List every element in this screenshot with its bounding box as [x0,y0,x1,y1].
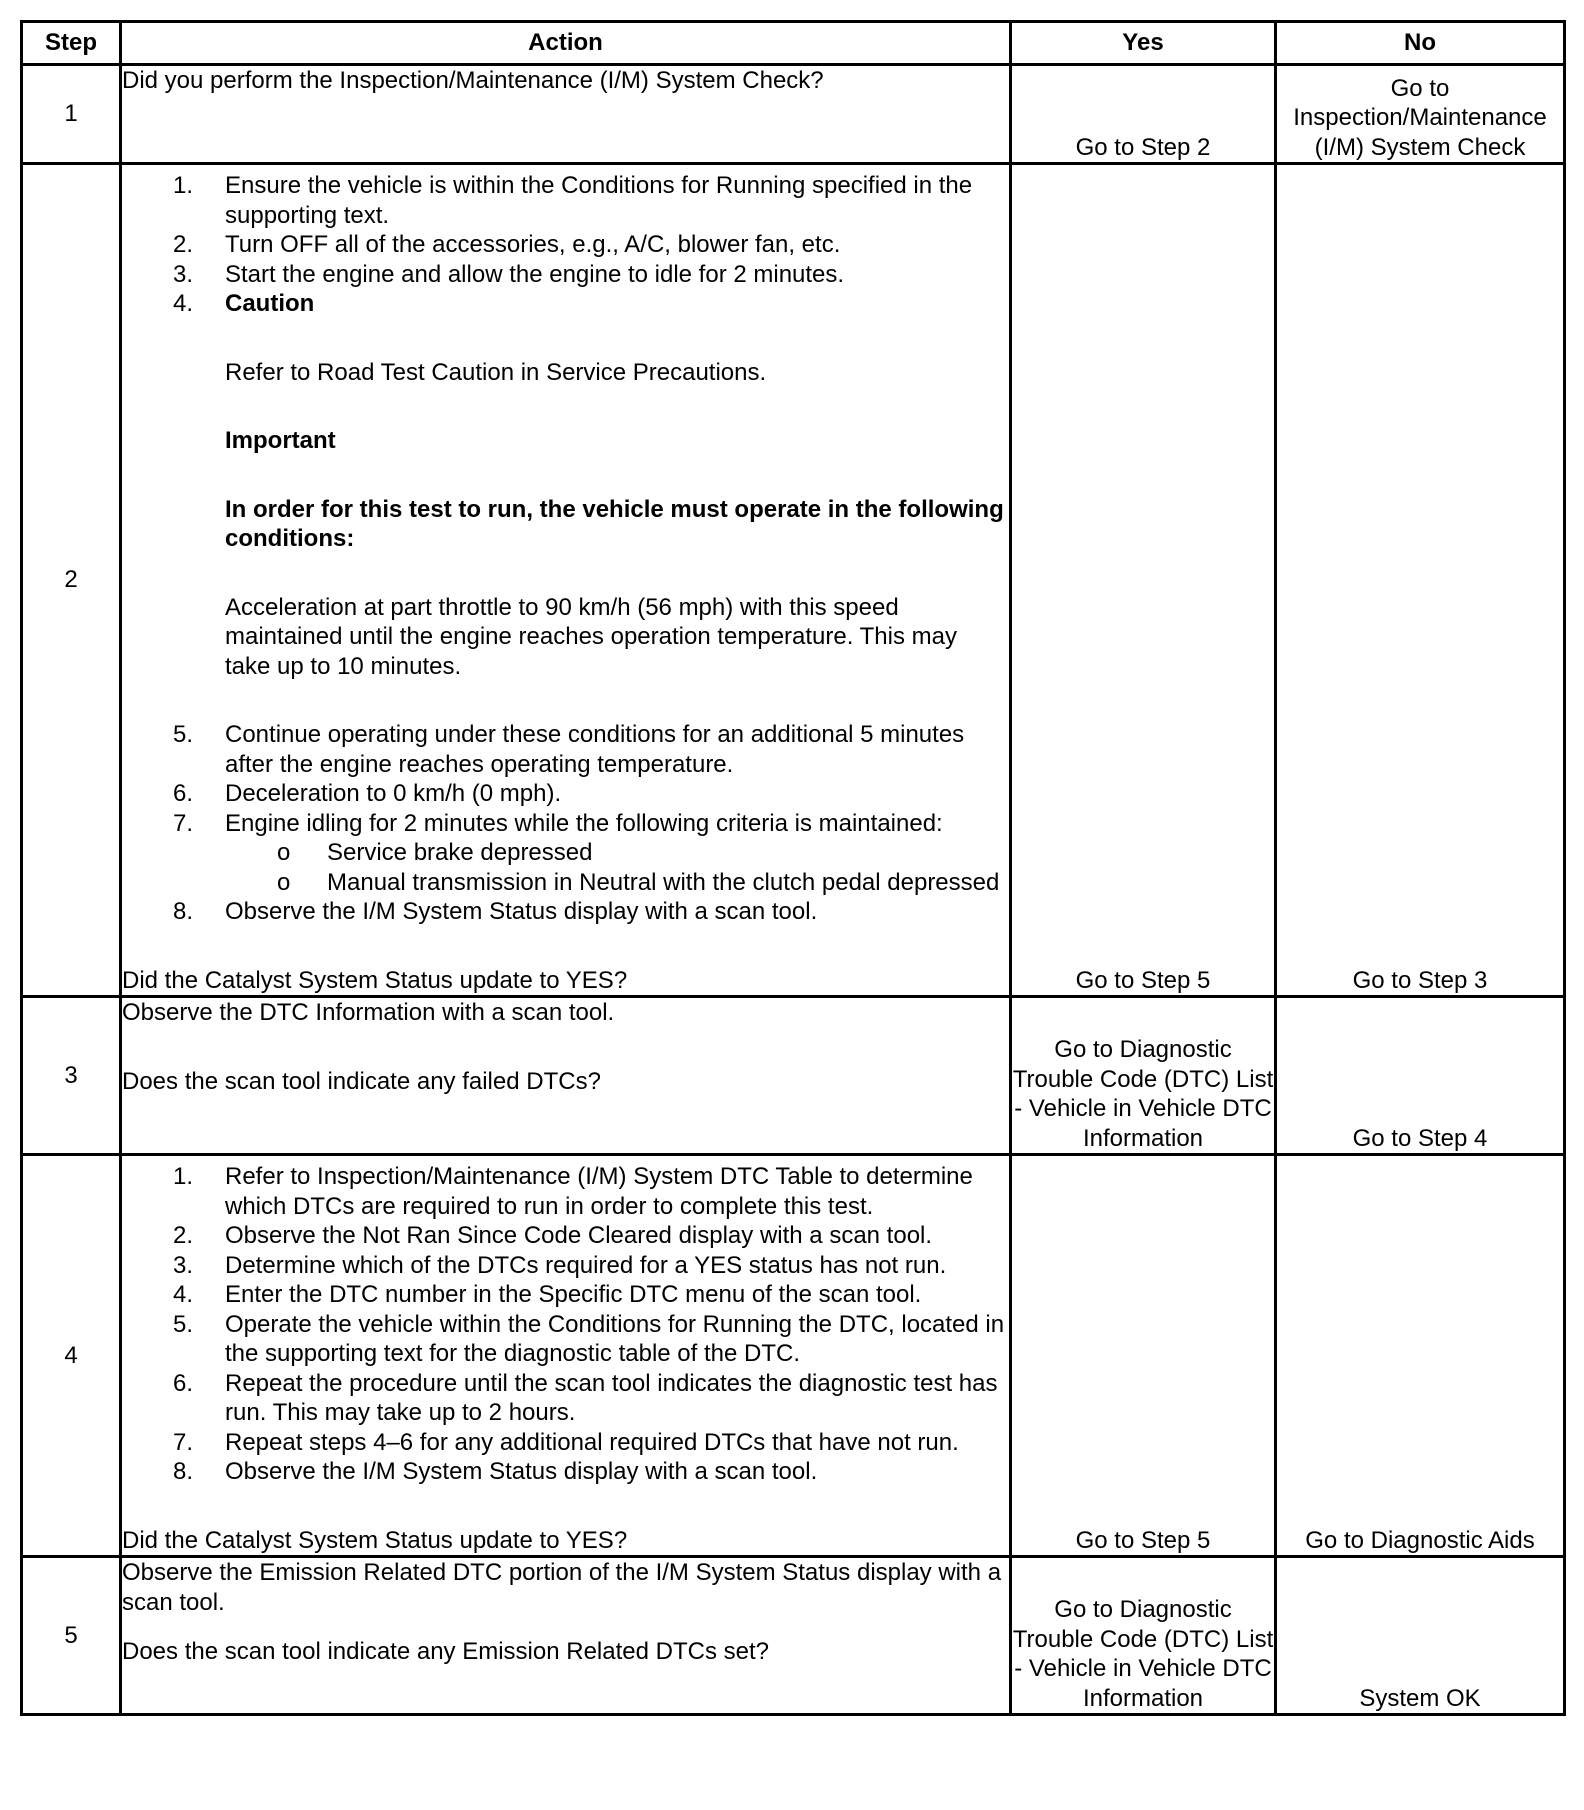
spacer [122,1487,1009,1526]
important-text: In order for this test to run, the vehicle must operate in the following conditions: [225,495,1004,552]
header-action: Action [121,22,1011,65]
item-text: Deceleration to 0 km/h (0 mph). [225,780,562,807]
action-question: Does the scan tool indicate any Emission Related DTCs set? [122,1638,769,1665]
item-text: Observe the I/M System Status display with a scan tool. [225,1458,818,1485]
yes-cell: Go to Diagnostic Trouble Code (DTC) List - Vehicle in Vehicle DTC Information [1011,997,1276,1155]
spacer [122,319,1009,358]
item-number: 5. [173,721,194,748]
step-number: 1 [22,65,121,164]
header-step: Step [22,22,121,65]
procedure-item [122,1280,1009,1310]
spacer [122,1028,1009,1067]
procedure-item [122,289,1009,319]
spacer [122,387,1009,426]
step-number: 3 [22,997,121,1155]
item-number: 3. [173,1251,194,1279]
item-number: 4. [173,1281,194,1308]
step-number: 4 [22,1155,121,1557]
procedure-item [122,171,1009,230]
action-question: Did the Catalyst System Status update to YES? [122,1526,628,1554]
no-cell: Go to Diagnostic Aids [1276,1155,1565,1557]
spacer [122,1617,1009,1637]
action-cell [121,997,1011,1155]
procedure-list [122,897,1009,927]
bullet-item [122,838,1009,868]
item-number: 7. [173,809,194,837]
header-no: No [1276,22,1565,65]
item-text: Start the engine and allow the engine to idle for 2 minutes. [225,260,845,288]
item-number: 2. [173,1222,194,1249]
item-number: 6. [173,1369,194,1397]
item-number: 1. [173,172,194,199]
action-question: Did you perform the Inspection/Maintenance (I/M) System Check? [122,67,824,94]
condition-text: Acceleration at part throttle to 90 km/h (56 mph) with this speed maintained until the engine reaches operation temperature. This may take up to 10 minutes. [225,593,957,680]
procedure-item [122,1428,1009,1458]
diagnostic-table [20,20,1566,1716]
yes-cell: Go to Diagnostic Trouble Code (DTC) List - Vehicle in Vehicle DTC Information [1011,1557,1276,1715]
spacer [122,681,1009,720]
procedure-item [122,1310,1009,1369]
item-text: Engine idling for 2 minutes while the following criteria is maintained: [225,809,943,837]
procedure-item [122,1457,1009,1487]
spacer [122,554,1009,593]
table-row [22,1557,1565,1715]
procedure-list [122,171,1009,319]
bullet-marker: o [277,868,291,896]
table-row [22,164,1565,997]
spacer [122,927,1009,966]
action-cell [121,164,1011,997]
procedure-item [122,230,1009,260]
item-number: 8. [173,898,194,925]
action-cell [121,1155,1011,1557]
caution-label: Caution [225,290,315,317]
yes-cell: Go to Step 5 [1011,164,1276,997]
no-cell: Go to Step 3 [1276,164,1565,997]
procedure-item [122,720,1009,779]
item-number: 4. [173,290,194,317]
item-text: Observe the I/M System Status display with a scan tool. [225,898,818,925]
item-number: 3. [173,260,194,288]
action-cell [121,65,1011,164]
item-text: Operate the vehicle within the Conditions for Running the DTC, located in the supporting text for the diagnostic table of the DTC. [225,1310,1005,1367]
yes-cell: Go to Step 2 [1011,65,1276,164]
action-question: Does the scan tool indicate any failed DTCs? [122,1067,601,1095]
yes-cell: Go to Step 5 [1011,1155,1276,1557]
item-number: 7. [173,1428,194,1456]
bullet-marker: o [277,839,291,866]
item-number: 2. [173,231,194,258]
item-text: Determine which of the DTCs required for a YES status has not run. [225,1251,947,1279]
item-text: Enter the DTC number in the Specific DTC menu of the scan tool. [225,1281,922,1308]
step-number: 5 [22,1557,121,1715]
item-text: Continue operating under these conditions for an additional 5 minutes after the engine reaches operating temperature. [225,721,965,778]
item-number: 8. [173,1458,194,1485]
procedure-item [122,1221,1009,1251]
procedure-list [122,720,1009,838]
item-text: Repeat steps 4–6 for any additional required DTCs that have not run. [225,1428,959,1456]
spacer [122,456,1009,495]
header-row [22,22,1565,65]
no-cell: Go to Step 4 [1276,997,1565,1155]
action-text: Observe the Emission Related DTC portion of the I/M System Status display with a scan tool. [122,1559,1002,1616]
item-number: 6. [173,780,194,807]
header-yes: Yes [1011,22,1276,65]
item-text: Turn OFF all of the accessories, e.g., A/C, blower fan, etc. [225,231,841,258]
procedure-item [122,897,1009,927]
action-cell [121,1557,1011,1715]
action-question: Did the Catalyst System Status update to YES? [122,966,628,994]
procedure-list [122,1162,1009,1487]
item-number: 5. [173,1310,194,1338]
procedure-item [122,1162,1009,1221]
table-row [22,997,1565,1155]
procedure-item [122,809,1009,839]
bullet-item [122,868,1009,898]
table-row [22,1155,1565,1557]
item-number: 1. [173,1163,194,1190]
procedure-item [122,1369,1009,1428]
important-label: Important [225,427,336,454]
procedure-item [122,1251,1009,1281]
caution-text: Refer to Road Test Caution in Service Precautions. [225,358,767,386]
procedure-item [122,260,1009,290]
no-cell: System OK [1276,1557,1565,1715]
bullet-text: Manual transmission in Neutral with the clutch pedal depressed [327,868,1000,896]
action-text: Observe the DTC Information with a scan tool. [122,999,615,1026]
item-text: Observe the Not Ran Since Code Cleared display with a scan tool. [225,1222,933,1249]
table-row [22,65,1565,164]
procedure-item [122,779,1009,809]
step-number: 2 [22,164,121,997]
no-cell: Go to Inspection/Maintenance (I/M) System Check [1276,65,1565,164]
bullet-text: Service brake depressed [327,839,593,866]
item-text: Repeat the procedure until the scan tool indicates the diagnostic test has run. This may take up to 2 hours. [225,1369,998,1426]
item-text: Ensure the vehicle is within the Conditions for Running specified in the supporting text. [225,172,973,229]
item-text: Refer to Inspection/Maintenance (I/M) System DTC Table to determine which DTCs are required to run in order to complete this test. [225,1163,973,1220]
